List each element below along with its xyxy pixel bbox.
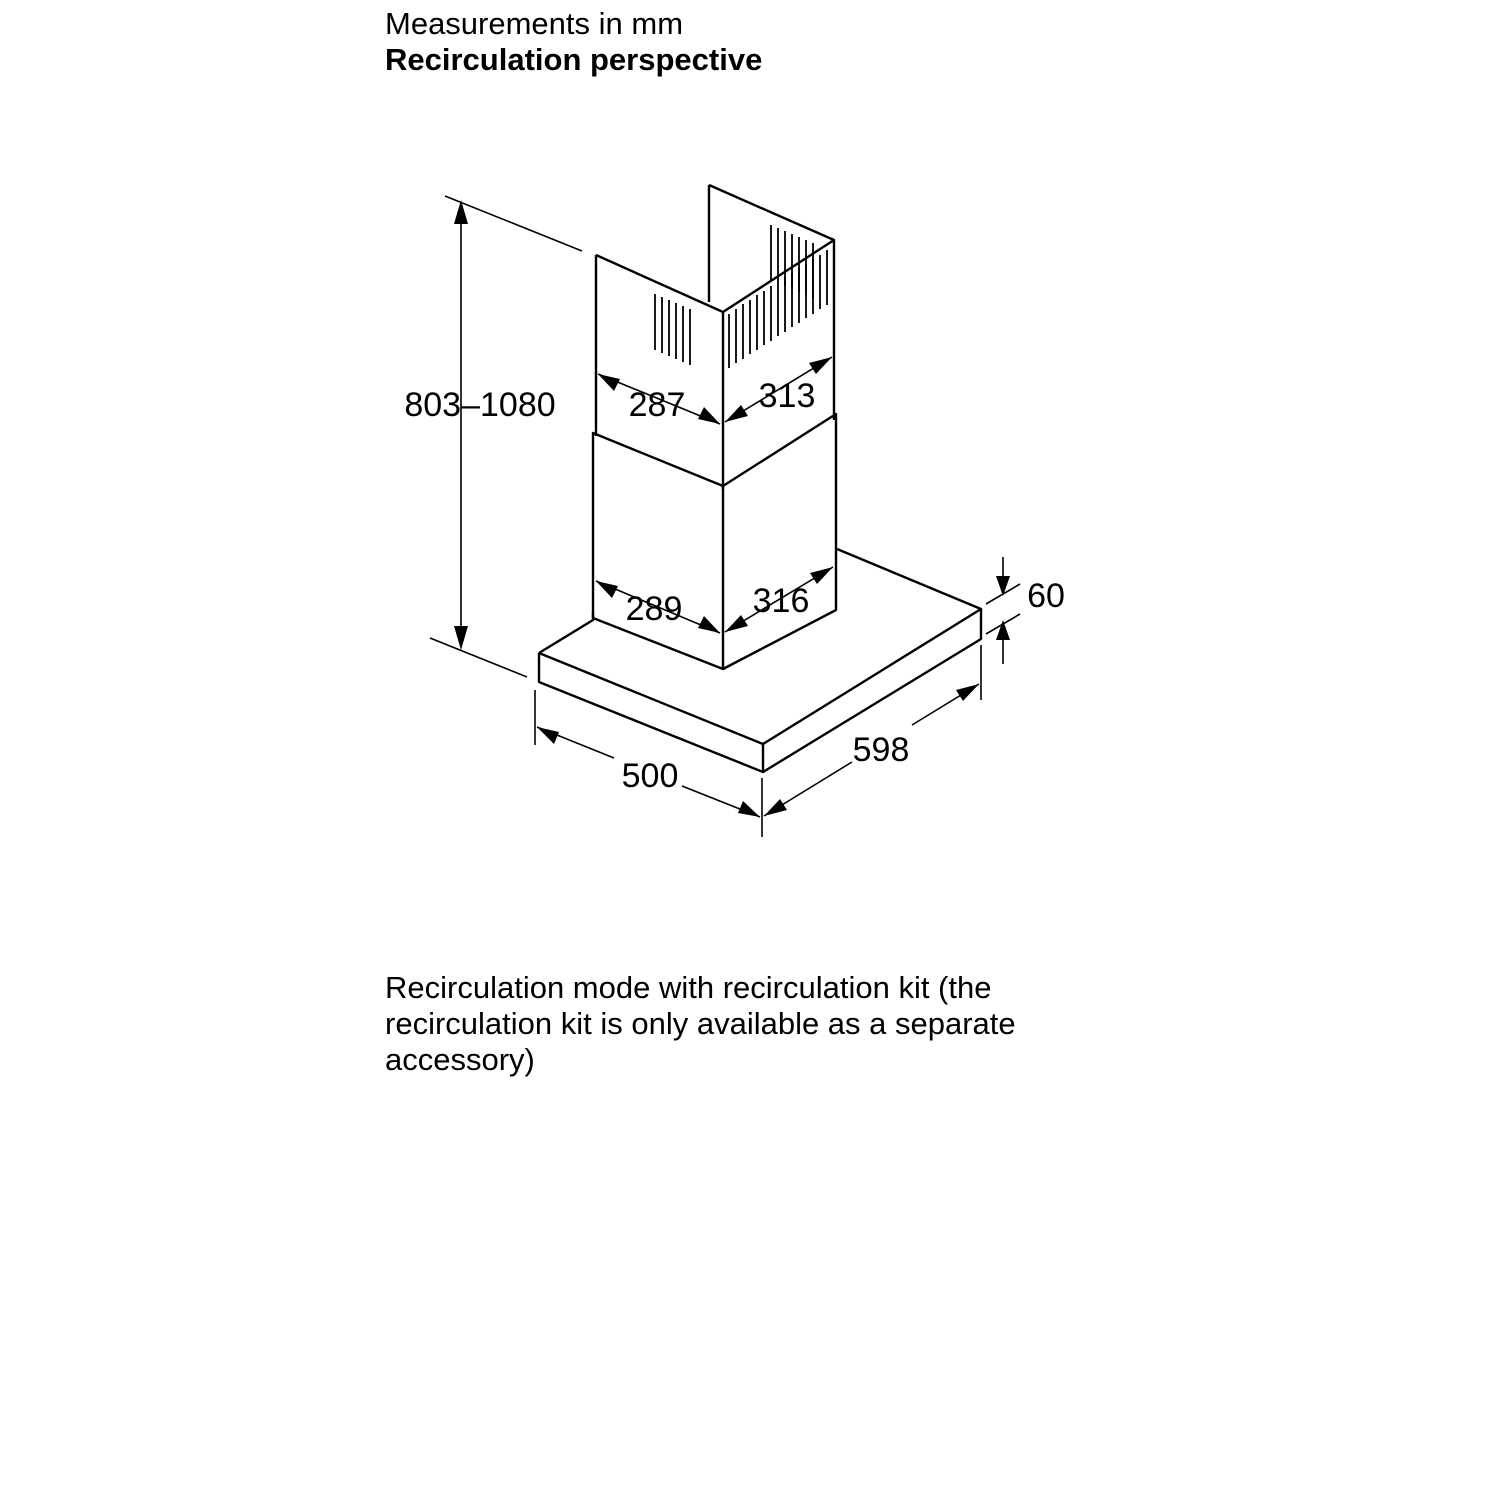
- thickness-dimension-line: [986, 557, 1020, 664]
- upper-chimney: [596, 185, 834, 490]
- lower-width-label: 289: [625, 590, 683, 628]
- recirculation-caption: Recirculation mode with recirculation kit (the recirculation kit is only available as a separate accessory): [385, 970, 1016, 1077]
- height-dimension-line: [430, 196, 582, 677]
- upper-depth-label: 313: [758, 377, 816, 415]
- width-label: 598: [852, 731, 910, 769]
- units-title: Measurements in mm: [385, 6, 684, 41]
- upper-width-label: 287: [628, 386, 686, 424]
- vent-slots-front: [655, 294, 690, 365]
- thickness-label: 60: [1027, 577, 1065, 615]
- vent-slots-side: [729, 225, 827, 368]
- height-label: 803–1080: [404, 386, 556, 424]
- depth-label: 500: [621, 757, 679, 795]
- lower-depth-label: 316: [752, 582, 810, 620]
- view-subtitle: Recirculation perspective: [385, 42, 763, 77]
